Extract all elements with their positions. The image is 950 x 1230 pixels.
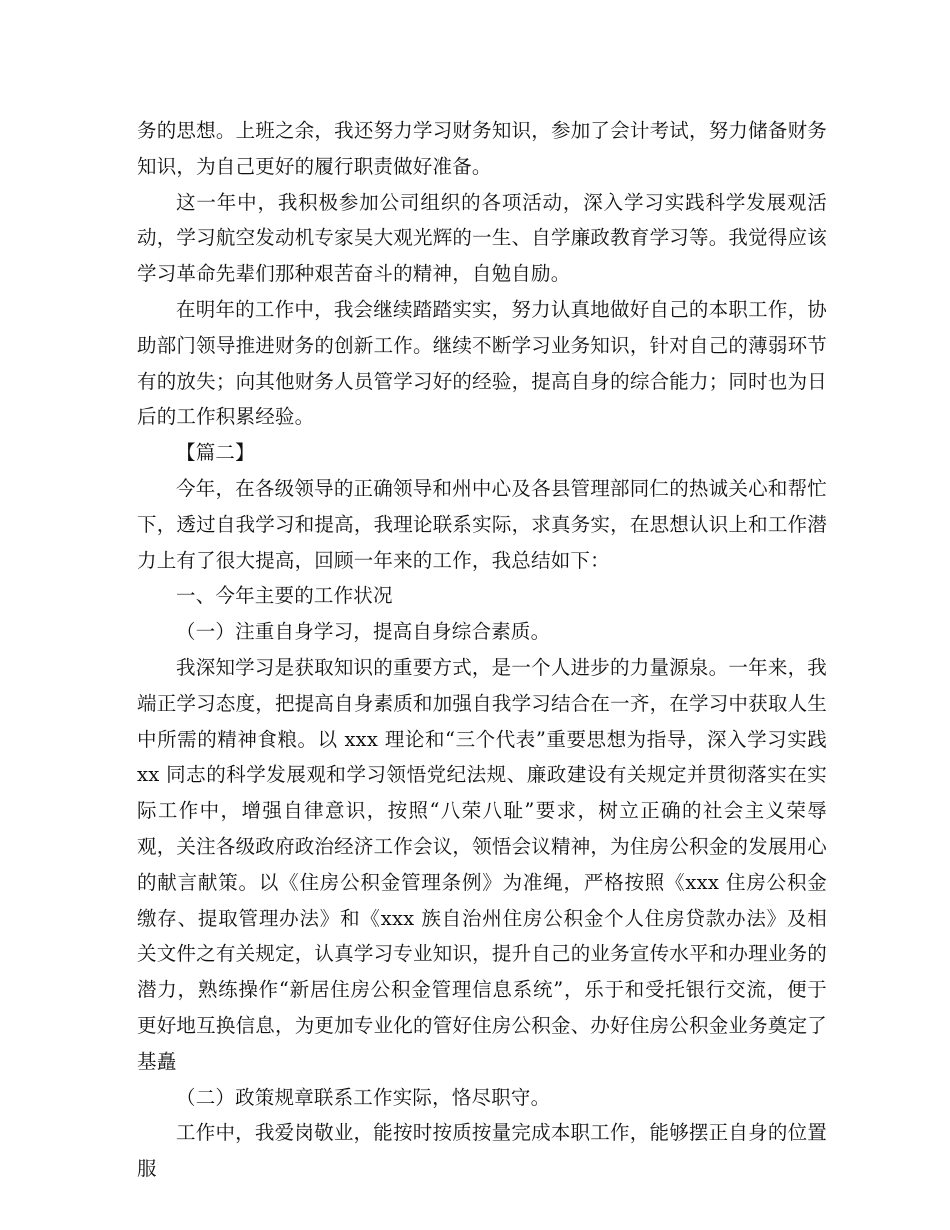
paragraph-intro: 今年，在各级领导的正确领导和州中心及各县管理部同仁的热诚关心和帮忙下，透过自我学习和提高，我理论联系实际，求真务实，在思想认识上和工作潜力上有了很大提高，回顾一年来的工作，我总结如下： (137, 476, 827, 572)
subheading-policy: （二）政策规章联系工作实际，恪尽职守。 (176, 1085, 551, 1109)
paragraph-activities: 这一年中，我积极参加公司组织的各项活动，深入学习实践科学发展观活动，学习航空发动机专家吴大观光辉的一生、自学廉政教育学习等。我觉得应该学习革命先辈们那种艰苦奋斗的精神，自勉自励。 (137, 190, 827, 286)
section-heading-part-two: 【篇二】 (176, 441, 255, 465)
paragraph-continuation: 务的思想。上班之余，我还努力学习财务知识，参加了会计考试，努力储备财务知识，为自己更好的履行职责做好准备。 (137, 119, 827, 178)
document-body (137, 113, 827, 1187)
heading-main-work: 一、今年主要的工作状况 (176, 584, 393, 608)
subheading-self-study: （一）注重自身学习，提高自身综合素质。 (176, 620, 551, 644)
paragraph-work: 工作中，我爱岗敬业，能按时按质按量完成本职工作，能够摆正自身的位置服 (137, 1121, 827, 1181)
paragraph-next-year: 在明年的工作中，我会继续踏踏实实，努力认真地做好自己的本职工作，协助部门领导推进财务的创新工作。继续不断学习业务知识，针对自己的薄弱环节有的放失；向其他财务人员管学习好的经验，提高自身的综合能力；同时也为日后的工作积累经验。 (137, 297, 827, 429)
paragraph-self-study: 我深知学习是获取知识的重要方式，是一个人进步的力量源泉。一年来，我端正学习态度，把提高自身素质和加强自我学习结合在一齐，在学习中获取人生中所需的精神食粮。以 xxx 理论和“三个代表”重要思想为指导，深入学习实践 xx 同志的科学发展观和学习领悟党纪法规、廉政建设有关规定并贯彻落实在实际工作中，增强自律意识，按照“八荣八耻”要求，树立正确的社会主义荣辱观，关注各级政府政治经济工作会议，领悟会议精神，为住房公积金的发展用心的献言献策。以《住房公积金管理条例》为准绳，严格按照《xxx 住房公积金缴存、提取管理办法》和《xxx 族自治州住房公积金个人住房贷款办法》及相关文件之有关规定，认真学习专业知识，提升自己的业务宣传水平和办理业务的潜力，熟练操作“新居住房公积金管理信息系统”，乐于和受托银行交流，便于更好地互换信息，为更加专业化的管好住房公积金、办好住房公积金业务奠定了基矗 (137, 655, 827, 1073)
